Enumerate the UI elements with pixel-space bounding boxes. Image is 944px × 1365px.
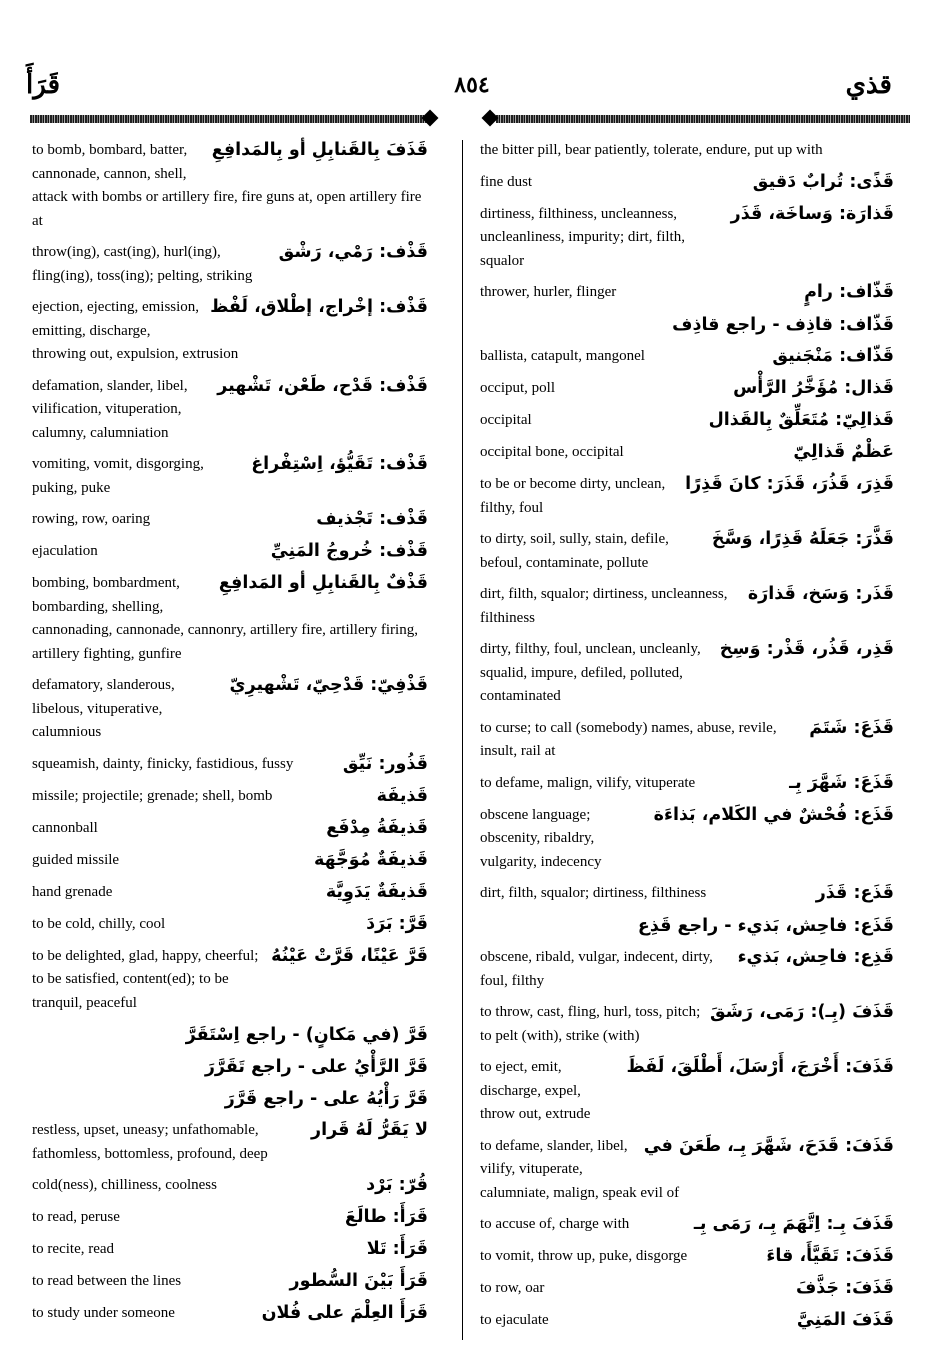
english-definition: occipital bone, occipital <box>480 444 624 460</box>
dictionary-entry <box>480 138 894 162</box>
dictionary-entry <box>480 716 894 763</box>
arabic-headword: قَذَّرَ: جَعَلَهُ قَذِرًا، وَسَّخَ <box>711 529 894 549</box>
dictionary-entry <box>480 1308 894 1332</box>
english-definition: obscene language; obscenity, ribaldry, vulgarity, indecency <box>480 806 602 870</box>
diamond-ornament-icon <box>422 110 439 127</box>
english-definition: to bomb, bombard, batter, cannonade, cannon, shell, attack with bombs or artillery fire, fire guns at, open artillery fire at <box>32 142 422 229</box>
arabic-headword: قَذْفٌ بِالقَنابِلِ أو المَدافِعِ <box>218 573 428 593</box>
arabic-headword: قَذيفَة <box>376 785 428 806</box>
english-definition: dirt, filth, squalor; dirtiness, filthiness <box>480 885 707 901</box>
english-definition: restless, upset, uneasy; unfathomable, fathomless, bottomless, profound, deep <box>32 1122 268 1162</box>
arabic-headword: قَذْف: خُروجُ المَنِيِّ <box>270 541 428 561</box>
english-definition: guided missile <box>32 851 120 868</box>
english-definition: fine dust <box>480 173 533 190</box>
dictionary-entry <box>32 1301 428 1325</box>
english-definition: to defame, malign, vilify, vituperate <box>480 774 696 791</box>
arabic-headword: قَذّاف: رامٍ <box>804 282 894 302</box>
dictionary-entry <box>480 945 894 992</box>
english-definition: to be delighted, glad, happy, cheerful; to be satisfied, content(ed); to be tranquil, peaceful <box>32 947 259 1011</box>
dictionary-entry <box>480 803 894 874</box>
arabic-headword: قَذْف: رَمْي، رَشْق <box>278 242 428 262</box>
page-number: ٨٥٤ <box>454 72 490 98</box>
dictionary-entry <box>480 1134 894 1205</box>
arabic-headword: قَرَّ عَيْنًا، قَرَّتْ عَيْنُهُ <box>271 945 428 966</box>
english-definition: to read, peruse <box>32 1209 120 1225</box>
english-definition: cannonball <box>32 819 98 836</box>
arabic-headword: قَذال: مُؤَخَّرُ الرَّأْس <box>733 378 894 398</box>
arabic-headword: قَرَأَ العِلْمَ على فُلان <box>261 1303 428 1323</box>
dictionary-entry <box>32 848 428 872</box>
english-definition: rowing, row, oaring <box>32 511 151 527</box>
dictionary-entry <box>480 202 894 273</box>
arabic-headword: قَذْف: تَجْذيف <box>316 509 428 529</box>
arabic-headword: قَذِر، قَذُر، قَذْر: وَسِخ <box>719 639 894 659</box>
english-definition: to read between the lines <box>32 1273 182 1289</box>
dictionary-entry <box>32 752 428 776</box>
dictionary-entry <box>480 344 894 368</box>
arabic-headword: عَظْمٌ قَذالِيّ <box>793 442 894 462</box>
arabic-headword: قَذَفَ بِـ: اِتَّهَمَ بِـ، رَمَى بِـ <box>693 1214 894 1234</box>
dictionary-entry <box>32 944 428 1015</box>
page-header <box>0 0 944 140</box>
arabic-headword: قَذِرَ، قَذُرَ، قَذَرَ: كانَ قَذِرًا <box>685 474 894 494</box>
arabic-headword: قَذَفَ: تَقَيَّأَ، قاءَ <box>766 1246 894 1266</box>
arabic-headword: قَذَفَ: قَدَحَ، شَهَّرَ بِـ، طَعَنَ في <box>643 1135 894 1156</box>
dictionary-entry <box>32 784 428 808</box>
english-definition: to throw, cast, fling, hurl, toss, pitch; to pelt (with), strike (with) <box>480 1004 701 1044</box>
arabic-headword: قَذَفَ (بِـ): رَمَى، رَشَقَ <box>709 1002 894 1022</box>
english-definition: to defame, slander, libel, vilify, vituperate, calumniate, malign, speak evil of <box>480 1137 680 1201</box>
arabic-headword: قَرَّ: بَرَدَ <box>366 913 428 934</box>
arabic-headword: قَذَعَ: شَتَمَ <box>809 717 894 738</box>
english-definition: bombing, bombardment, bombarding, shelling, cannonading, cannonade, cannonry, artillery fire, artillery firing, artillery fighting, gunfire <box>32 575 418 662</box>
english-definition: cold(ness), chilliness, coolness <box>32 1177 217 1193</box>
dictionary-entry <box>480 637 894 708</box>
cross-reference-entry: قَرَّ رَأْيُهُ على - راجع قَرَّرَ <box>224 1089 428 1109</box>
english-definition: squeamish, dainty, finicky, fastidious, fussy <box>32 755 294 772</box>
english-definition: defamatory, slanderous, libelous, vituperative, calumnious <box>32 677 175 740</box>
dictionary-entry <box>32 1173 428 1197</box>
arabic-headword: قَذْف: تَقَيُّؤ، اِسْتِفْراغ <box>251 454 428 474</box>
arabic-headword: قُرّ: بَرْد <box>366 1175 428 1195</box>
dictionary-entry <box>480 881 894 905</box>
guide-word-left: قَرَأَ <box>26 70 60 100</box>
dictionary-entry <box>480 170 894 194</box>
english-definition: to accuse of, charge with <box>480 1216 630 1232</box>
dictionary-entry <box>32 374 428 445</box>
dictionary-entry <box>480 582 894 629</box>
dictionary-entry <box>32 673 428 744</box>
arabic-headword: قَرَأَ: طالَعَ <box>344 1207 428 1227</box>
english-definition: ejaculation <box>32 543 98 559</box>
english-definition: the bitter pill, bear patiently, tolerate, endure, put up with <box>480 142 823 158</box>
english-definition: hand grenade <box>32 883 113 900</box>
english-definition: to recite, read <box>32 1241 115 1257</box>
dictionary-entry <box>32 295 428 366</box>
arabic-headword: قَذَر: وَسَخ، قَذارَة <box>747 584 894 604</box>
dictionary-entry <box>480 440 894 464</box>
arabic-headword: قَذَفَ: جَذَّفَ <box>795 1278 894 1298</box>
column-divider <box>462 140 463 1340</box>
english-definition: to dirty, soil, sully, stain, defile, befoul, contaminate, pollute <box>480 531 669 571</box>
cross-reference-entry: قَذَع: فاحِش، بَذيء - راجع قَذِع <box>637 916 894 936</box>
arabic-headword: قَذيفَةٌ مُوَجَّهَة <box>313 849 428 870</box>
arabic-headword: قَذّاف: مَنْجَنيق <box>772 346 894 366</box>
dictionary-entry <box>480 1055 894 1126</box>
arabic-headword: قَذُور: نَيِّق <box>342 753 428 774</box>
dictionary-entry <box>480 408 894 432</box>
guide-word-right: قذي <box>845 70 892 100</box>
arabic-headword: قَذارَة: وَساخَة، قَذَر <box>730 203 894 224</box>
arabic-headword: قَرَأَ: تَلا <box>366 1239 428 1259</box>
dictionary-entry <box>32 507 428 531</box>
arabic-headword: قَذَفَ المَنِيَّ <box>796 1310 894 1330</box>
dictionary-entry <box>480 376 894 400</box>
arabic-headword: قَذَع: قَذَر <box>815 883 894 903</box>
dictionary-entry <box>32 240 428 287</box>
dictionary-entry <box>480 771 894 795</box>
english-definition: missile; projectile; grenade; shell, bomb <box>32 787 273 804</box>
arabic-headword: قَذْف: قَدْح، طَعْن، تَشْهير <box>217 375 428 396</box>
english-definition: to vomit, throw up, puke, disgorge <box>480 1248 688 1264</box>
english-definition: ejection, ejecting, emission, emitting, discharge, throwing out, expulsion, extrusion <box>32 299 239 362</box>
english-definition: defamation, slander, libel, vilification, vituperation, calumny, calumniation <box>32 377 188 441</box>
dictionary-entry <box>32 1237 428 1261</box>
arabic-headword: قَذَفَ: أَخْرَجَ، أَرْسَلَ، أَطْلَقَ، لَفَظَ <box>626 1057 894 1077</box>
dictionary-entry <box>480 472 894 519</box>
arabic-headword: قَذيفَةٌ يَدَوِيَّة <box>325 881 428 902</box>
english-definition: vomiting, vomit, disgorging, puking, puke <box>32 456 204 496</box>
dictionary-entry <box>480 1244 894 1268</box>
arabic-headword: قَذًى: تُرابٌ دَقيق <box>752 171 894 192</box>
arabic-headword: قَذْف: إخْراج، إطْلاق، لَفْظ <box>210 297 428 317</box>
english-definition: to be cold, chilly, cool <box>32 915 166 932</box>
english-definition: to ejaculate <box>480 1312 549 1328</box>
arabic-headword: قَذَعَ: شَهَّرَ بِـ <box>789 772 894 793</box>
dictionary-entry <box>480 1276 894 1300</box>
cross-reference-entry: قَرَّ (في مَكانٍ) - راجع اِسْتَقَرَّ <box>185 1025 428 1045</box>
english-definition: dirty, filthy, foul, unclean, uncleanly, squalid, impure, defiled, polluted, contaminated <box>480 641 701 704</box>
arabic-headword: قَرَأَ بَيْنَ السُّطور <box>289 1271 428 1291</box>
english-definition: thrower, hurler, flinger <box>480 284 617 300</box>
english-definition: to eject, emit, discharge, expel, throw out, extrude <box>480 1059 591 1122</box>
dictionary-entry <box>480 527 894 574</box>
arabic-headword: قَذيفَةُ مِدْفَع <box>326 817 428 838</box>
dictionary-entry <box>480 1212 894 1236</box>
arabic-headword: قَذَع: فُحْشٌ في الكَلام، بَذاءَة <box>653 804 894 825</box>
dictionary-entry <box>32 539 428 563</box>
dictionary-entry <box>32 571 428 665</box>
english-definition: to curse; to call (somebody) names, abuse, revile, insult, rail at <box>480 719 777 759</box>
english-definition: throw(ing), cast(ing), hurl(ing), fling(ing), toss(ing); pelting, striking <box>32 244 253 284</box>
cross-reference-entry: قَذّاف: قاذِف - راجع قاذِف <box>672 315 894 335</box>
dictionary-entry <box>32 138 428 232</box>
cross-reference-entry: قَرَّ الرَّأْيُ على - راجع تَقَرَّرَ <box>204 1057 428 1077</box>
arabic-headword: قَذِع: فاحِش، بَذيء <box>737 947 894 967</box>
english-definition: obscene, ribald, vulgar, indecent, dirty, foul, filthy <box>480 949 713 989</box>
arabic-headword: قَذْفِيّ: قَدْحِيّ، تَشْهيرِيّ <box>229 675 428 695</box>
dictionary-entry <box>32 880 428 904</box>
header-rule-left <box>30 113 438 125</box>
english-definition: dirt, filth, squalor; dirtiness, uncleanness, filthiness <box>480 586 728 626</box>
english-definition: to row, oar <box>480 1280 545 1296</box>
arabic-headword: قَذالِيّ: مُتَعَلِّقٌ بِالقَذال <box>708 410 894 430</box>
english-definition: dirtiness, filthiness, uncleanness, uncleanliness, impurity; dirt, filth, squalor <box>480 205 685 269</box>
dictionary-entry <box>480 280 894 304</box>
dictionary-entry <box>32 912 428 936</box>
english-definition: to be or become dirty, unclean, filthy, foul <box>480 476 666 516</box>
english-definition: ballista, catapult, mangonel <box>480 348 645 364</box>
english-definition: occipital <box>480 412 532 428</box>
header-rule-right <box>486 113 910 125</box>
dictionary-entry <box>32 1118 428 1165</box>
english-definition: to study under someone <box>32 1305 175 1321</box>
right-column <box>480 138 894 1340</box>
left-column <box>32 138 428 1333</box>
arabic-headword: لا يَقَرُّ لَهُ قَرار <box>311 1120 428 1140</box>
dictionary-entry <box>32 452 428 499</box>
dictionary-entry <box>32 1269 428 1293</box>
dictionary-entry <box>480 1000 894 1047</box>
dictionary-entry <box>32 816 428 840</box>
arabic-headword: قَذَفَ بِالقَنابِلِ أو بِالمَدافِعِ <box>211 140 428 160</box>
dictionary-entry <box>32 1205 428 1229</box>
english-definition: occiput, poll <box>480 380 555 396</box>
diamond-ornament-icon <box>482 110 499 127</box>
